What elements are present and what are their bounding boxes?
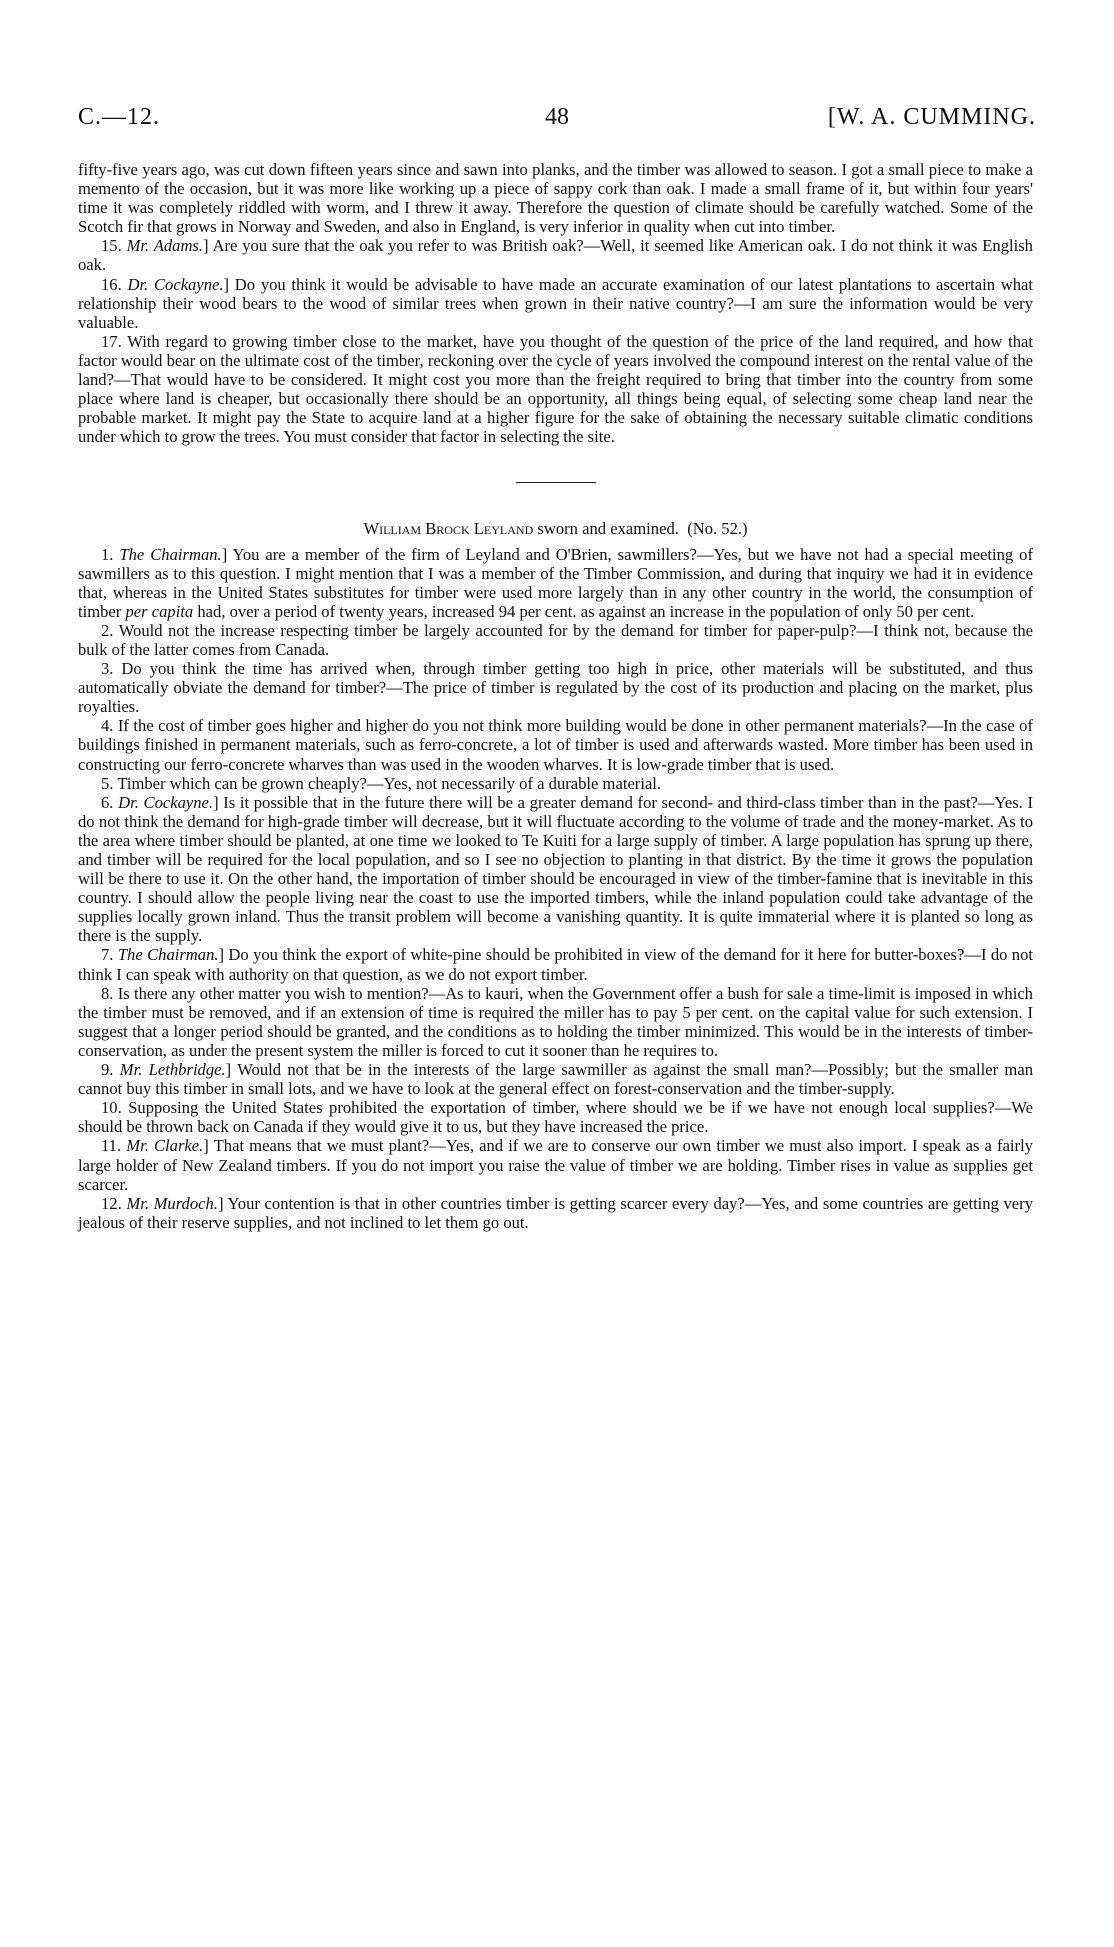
question-1: 1. The Chairman.] You are a member of the firm of Leyland and O'Brien, sawmillers?—Yes, but we have not had a special meeting of sawmillers as to this question. I might mention that I was a member of the Timber Commission, and during that inquiry we had it in evidence that, whereas in the United States substitutes for timber were used more largely than in any other country in the world, the consumption of timber per capita had, over a period of twenty years, increased 94 per cent. as against an increase in the population of only 50 per cent.	[78, 544, 1033, 621]
speaker-name: Mr. Clarke.	[126, 1136, 204, 1156]
question-15: 15. Mr. Adams.] Are you sure that the oak you refer to was British oak?—Well, it seemed like American oak. I do not think it was English oak.	[78, 236, 1033, 275]
document-reference: C.—12.	[78, 104, 161, 130]
running-head-witness: [W. A. CUMMING.	[827, 104, 1036, 130]
question-10: 10. Supposing the United States prohibited the exportation of timber, where should we be if we have not enough local supplies?—We should be thrown back on Canada if they would give it to us, but they have increased the price.	[78, 1098, 1033, 1137]
speaker-name: Dr. Cockayne.	[118, 792, 214, 812]
section-leyland-evidence	[78, 545, 1033, 1232]
question-2: 2. Would not the increase respecting timber be largely accounted for by the demand for timber for paper-pulp?—I think not, because the bulk of the latter comes from Canada.	[78, 620, 1034, 659]
page-body	[78, 160, 1033, 1232]
witness-name: William Brock Leyland	[363, 519, 534, 539]
question-5: 5. Timber which can be grown cheaply?—Yes, not necessarily of a durable material.	[101, 773, 662, 793]
witness-sworn: sworn and examined.	[537, 519, 679, 539]
question-6: 6. Dr. Cockayne.] Is it possible that in the future there will be a greater demand for second- and third-class timber than in the past?—Yes. I do not think the demand for high-grade timber will decrease, but it will fluctuate according to the volume of trade and the money-market. As to the area where timber should be planted, at one time we looked to Te Kuiti for a large supply of timber. A large population has sprung up there, and timber will be required for the local population, and so I see no objection to planting in that district. By the time it grows the population will be there to use it. On the other hand, the importation of timber should be encouraged in view of the timber-famine that is inevitable in this country. I should allow the people living near the coast to use the imported timbers, while the inland population could take advantage of the supplies locally grown inland. Thus the transit problem will become a vanishing quantity. It is quite immaterial where it is planted so long as there is the supply.	[78, 792, 1033, 946]
question-17: 17. With regard to growing timber close to the market, have you thought of the question of the price of the land required, and how that factor would bear on the ultimate cost of the timber, reckoning over the cycle of years involved the compound interest on the rental value of the land?—That would have to be considered. It might cost you more than the freight required to bring that timber into the country from some place where land is cheaper, but occasionally there should be an opportunity, all things being equal, of selecting some cheap land near the probable market. It might pay the State to acquire land at a higher figure for the sake of obtaining the necessary suitable climatic conditions under which to grow the trees. You must consider that factor in selecting the site.	[78, 331, 1033, 447]
speaker-name: Mr. Lethbridge.	[119, 1060, 226, 1080]
witness-number: (No. 52.)	[687, 519, 748, 539]
page-header	[78, 104, 1036, 144]
witness-heading	[78, 519, 1033, 538]
paragraph-continuation: fifty-five years ago, was cut down fifteen years since and sawn into planks, and the timber was allowed to season. I got a small piece to make a memento of the occasion, but it was more like working up a piece of sappy cork than oak. I made a small frame of it, but within four years' time it was completely riddled with worm, and I threw it away. Therefore the question of climate should be carefully watched. Some of the Scotch fir that grows in Norway and Sweden, and also in England, is very inferior in quality when cut into timber.	[78, 160, 1033, 237]
speaker-name: The Chairman.	[119, 544, 222, 564]
question-8: 8. Is there any other matter you wish to mention?—As to kauri, when the Government offer a bush for sale a time-limit is imposed in which the timber must be removed, and if an extension of time is required the miller has to pay 5 per cent. on the capital value for such extension. I suggest that a longer period should be granted, and the conditions as to holding the timber minimized. This would be in the interests of timber-conservation, as under the present system the miller is forced to cut it sooner than he requires to.	[78, 983, 1033, 1060]
question-11: 11. Mr. Clarke.] That means that we must plant?—Yes, and if we are to conserve our own timber we must also import. I speak as a fairly large holder of New Zealand timbers. If you do not import you raise the value of timber we are holding. Timber rises in value as supplies get scarcer.	[78, 1136, 1033, 1194]
question-7: 7. The Chairman.] Do you think the export of white-pine should be prohibited in view of the demand for it here for butter-boxes?—I do not think I can speak with authority on that question, as we do not export timber.	[78, 945, 1034, 984]
section-divider	[516, 482, 596, 483]
speaker-name: The Chairman.	[117, 945, 219, 965]
page-number: 48	[545, 104, 569, 130]
question-16: 16. Dr. Cockayne.] Do you think it would be advisable to have made an accurate examination of our latest plantations to ascertain what relationship their wood bears to the wood of similar trees when grown in their native country?—I am sure the information would be very valuable.	[78, 274, 1033, 332]
question-12: 12. Mr. Murdoch.] Your contention is that in other countries timber is getting scarcer every day?—Yes, and some countries are getting very jealous of their reserve supplies, and not inclined to let them go out.	[78, 1193, 1033, 1232]
question-4: 4. If the cost of timber goes higher and higher do you not think more building would be done in other permanent materials?—In the case of buildings finished in permanent materials, such as ferro-concrete, a lot of timber is used and afterwards wasted. More timber has been used in constructing our ferro-concrete wharves than was used in the wooden wharves. It is low-grade timber that is used.	[78, 716, 1033, 774]
speaker-name: Mr. Murdoch.	[126, 1193, 218, 1213]
question-9: 9. Mr. Lethbridge.] Would not that be in the interests of the large sawmiller as against the small man?—Possibly; but the smaller man cannot buy this timber in small lots, and we have to look at the general effect on forest-conservation and the timber-supply.	[78, 1060, 1034, 1099]
speaker-name: Mr. Adams.	[126, 236, 204, 256]
speaker-name: Dr. Cockayne.	[127, 274, 224, 294]
section-cumming-evidence	[78, 160, 1033, 446]
question-3: 3. Do you think the time has arrived when, through timber getting too high in price, other materials will be substituted, and thus automatically obviate the demand for timber?—The price of timber is regulated by the cost of its production and placing on the market, plus royalties.	[78, 659, 1033, 717]
italic-phrase: per capita	[125, 601, 194, 621]
